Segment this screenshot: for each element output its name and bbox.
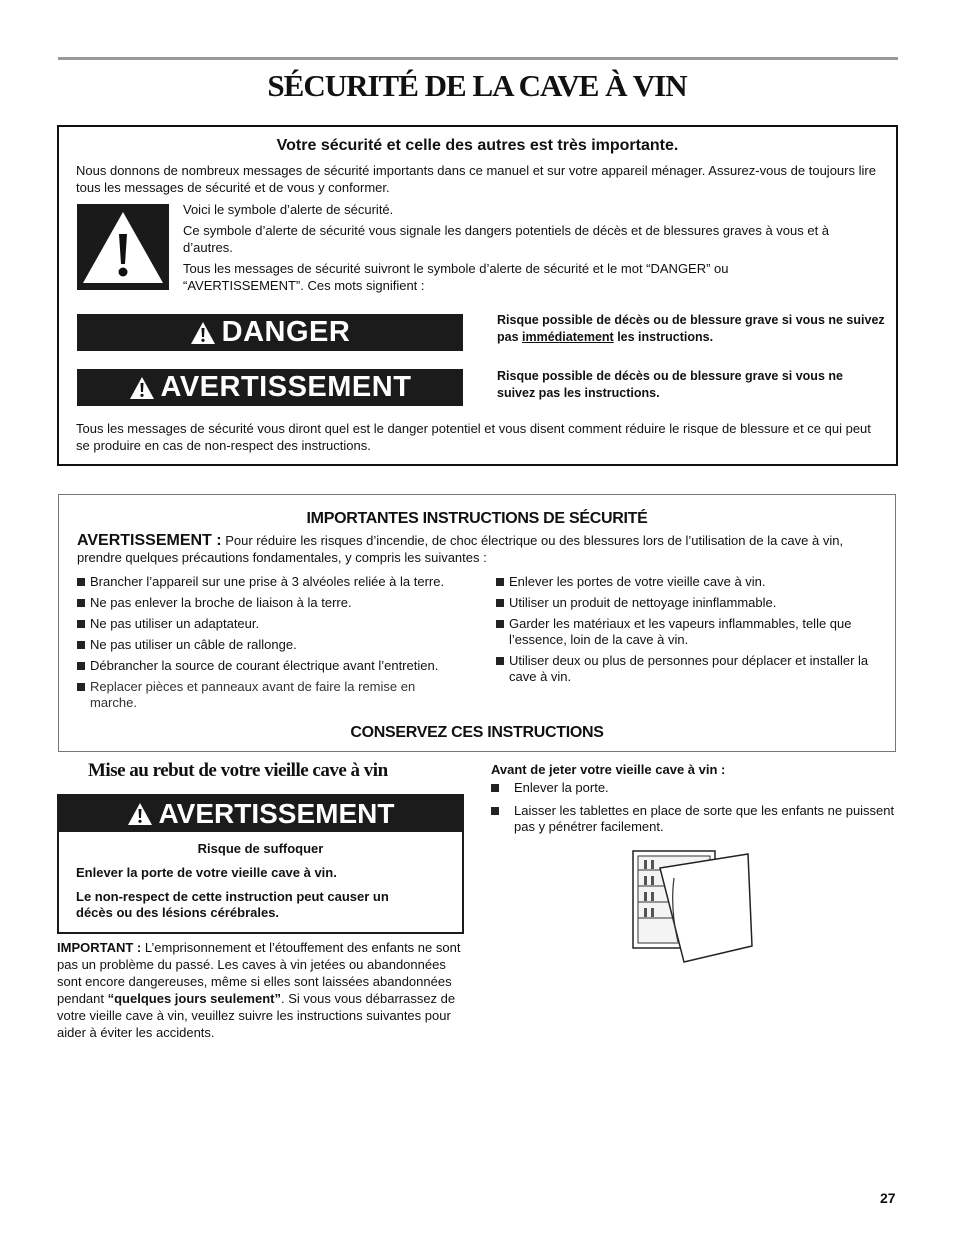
list-item: Utiliser deux ou plus de personnes pour déplacer et installer la cave à vin. [496, 653, 894, 685]
symbol-line-2: Ce symbole d’alerte de sécurité vous signale les dangers potentiels de décès et de blessures graves à vous et à d’autres. [183, 223, 830, 255]
list-item: Replacer pièces et panneaux avant de faire la remise en marche. [77, 679, 465, 711]
disposal-title: Mise au rebut de votre vieille cave à vin [88, 760, 388, 781]
warning-description: Risque possible de décès ou de blessure grave si vous ne suivez pas les instructions. [497, 369, 843, 400]
list-item: Utiliser un produit de nettoyage ininflammable. [496, 595, 889, 611]
safety-heading: Votre sécurité et celle des autres est très importante. [276, 137, 679, 154]
outro-paragraph: Tous les messages de sécurité vous diront quel est le danger potentiel et vous disent comment réduire le risque de blessure et ce qui peut se produire en cas de non-respect des instructions. [76, 421, 871, 453]
symbol-line-1: Voici le symbole d’alerte de sécurité. [183, 202, 394, 217]
page-number: 27 [880, 1190, 896, 1206]
warning-signal [59, 796, 462, 832]
warning-triangle-icon [190, 321, 216, 345]
list-item: Enlever la porte. [491, 780, 914, 796]
warning-triangle-icon [129, 376, 155, 400]
list-item: Garder les matériaux et les vapeurs inflammables, telle que l’essence, loin de la cave à vin. [496, 616, 894, 648]
warning-triangle-icon [127, 802, 153, 826]
safety-alert-symbol-icon [77, 204, 169, 290]
risk-text: Risque de suffoquer [197, 841, 324, 856]
before-disposal-heading: Avant de jeter votre vieille cave à vin : [491, 762, 726, 777]
danger-signal [77, 314, 463, 351]
keep-instructions-footer: CONSERVEZ CES INSTRUCTIONS [350, 724, 604, 741]
intro-paragraph: Nous donnons de nombreux messages de sécurité importants dans ce manuel et sur votre appareil ménager. Assurez-vous de toujours lire tous les messages de sécurité et de vous y conformer. [76, 163, 876, 195]
instructions-warning: AVERTISSEMENT : Pour réduire les risques d’incendie, de choc électrique ou des blessures lors de l’utilisation de la cave à vin, prendre quelques précautions fondamentales, y compris les suivantes : [77, 532, 844, 565]
page-title: SÉCURITÉ DE LA CAVE À VIN [267, 68, 687, 103]
list-item: Débrancher la source de courant électrique avant l’entretien. [77, 658, 490, 674]
action-text: Enlever la porte de votre vieille cave à vin. [76, 865, 337, 880]
list-item: Ne pas enlever la broche de liaison à la terre. [77, 595, 490, 611]
danger-label: DANGER [221, 316, 351, 348]
warning-label: AVERTISSEMENT [158, 798, 395, 829]
consequence-text: Le non-respect de cette instruction peut causer un décès ou des lésions cérébrales. [76, 889, 389, 920]
safety-intro-box [57, 125, 898, 466]
warning-signal [77, 369, 463, 406]
danger-description: Risque possible de décès ou de blessure grave si vous ne suivez pas immédiatement les instructions. [497, 313, 885, 344]
list-item: Ne pas utiliser un câble de rallonge. [77, 637, 490, 653]
list-item: Ne pas utiliser un adaptateur. [77, 616, 490, 632]
list-item: Laisser les tablettes en place de sorte que les enfants ne puissent pas y pénétrer facilement. [491, 803, 904, 835]
symbol-line-3: Tous les messages de sécurité suivront le symbole d’alerte de sécurité et le mot “DANGER” ou “AVERTISSEMENT”. Ces mots signifient : [183, 261, 729, 293]
important-instructions-box [58, 494, 896, 752]
important-paragraph: IMPORTANT : L’emprisonnement et l’étouffement des enfants ne sont pas un problème du passé. Les caves à vin jetées ou abandonnées sont encore dangereuses, même si elles sont laissées abandonnées pendant “quelques jours seulement”. Si vous vous débarrassez de votre vieille cave à vin, veuillez suivre les instructions suivantes pour aider à éviter les accidents. [57, 940, 461, 1040]
top-rule [58, 57, 898, 60]
instructions-heading: IMPORTANTES INSTRUCTIONS DE SÉCURITÉ [306, 510, 648, 527]
list-item: Enlever les portes de votre vieille cave à vin. [496, 574, 889, 590]
warning-label: AVERTISSEMENT [160, 371, 412, 403]
suffocation-warning-box [57, 794, 464, 934]
list-item: Brancher l’appareil sur une prise à 3 alvéoles reliée à la terre. [77, 574, 490, 590]
wine-cellar-illustration [630, 848, 756, 964]
